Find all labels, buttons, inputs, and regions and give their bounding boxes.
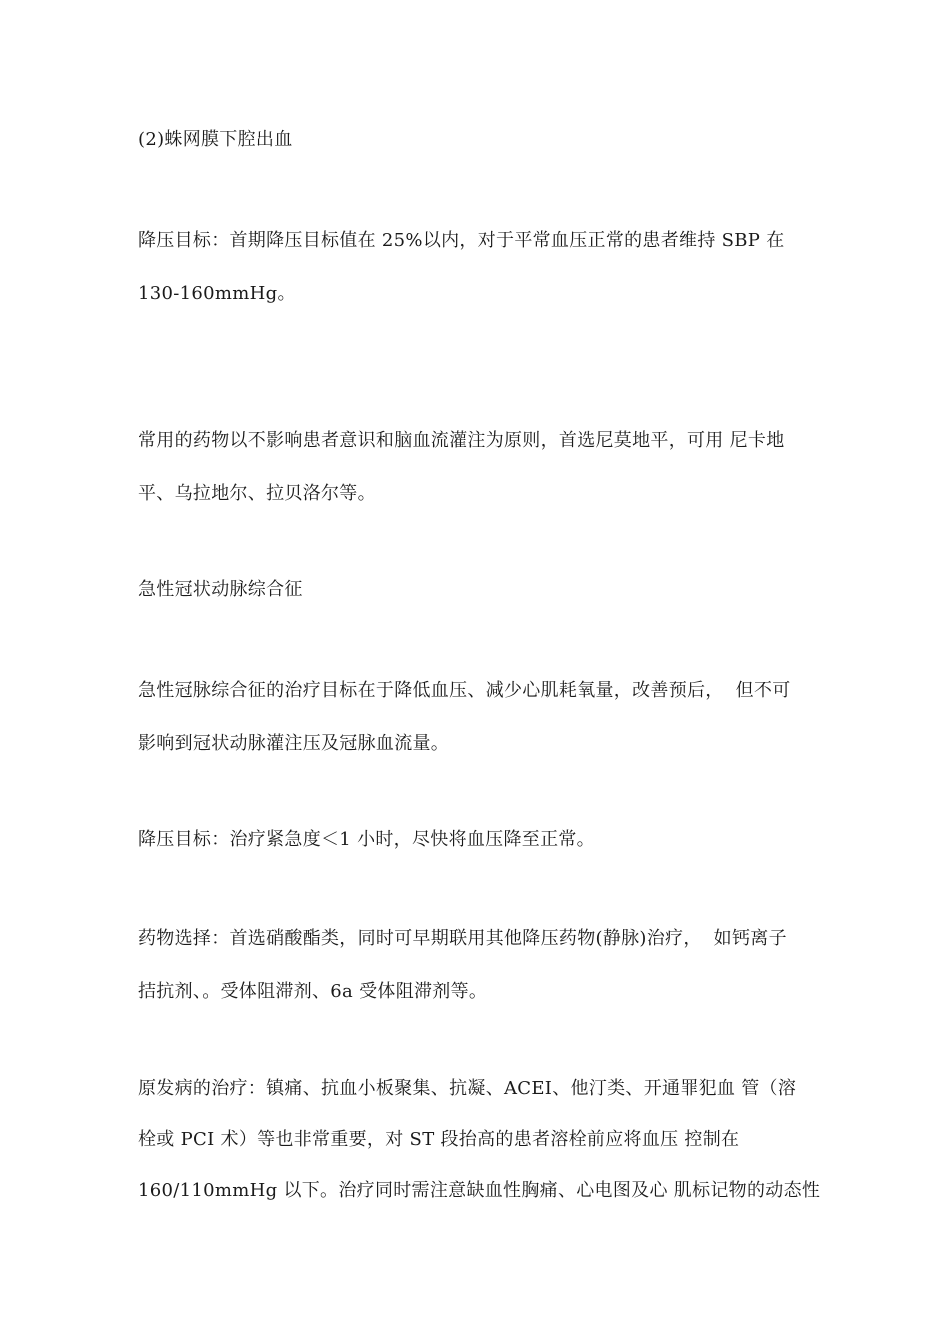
acs-primary-line-2: 栓或 PCI 术）等也非常重要，对 ST 段抬高的患者溶栓前应将血压 控制在 [138, 1129, 740, 1150]
section-heading-acs: 急性冠状动脉综合征 [138, 579, 303, 600]
sah-target-line-2: 130-160mmHg。 [138, 283, 296, 304]
acs-goal-line-2: 影响到冠状动脉灌注压及冠脉血流量。 [138, 733, 450, 754]
acs-goal-line-1: 急性冠脉综合征的治疗目标在于降低血压、减少心肌耗氧量，改善预后， 但不可 [138, 680, 791, 701]
sah-drugs-line-1: 常用的药物以不影响患者意识和脑血流灌注为原则，首选尼莫地平，可用 尼卡地 [138, 430, 785, 451]
acs-drug-line-1: 药物选择：首选硝酸酯类，同时可早期联用其他降压药物(静脉)治疗， 如钙离子 [138, 928, 787, 949]
acs-target-line: 降压目标：治疗紧急度＜1 小时，尽快将血压降至正常。 [138, 829, 595, 850]
section-heading-sah: (2)蛛网膜下腔出血 [138, 129, 293, 150]
sah-target-line-1: 降压目标：首期降压目标值在 25%以内，对于平常血压正常的患者维持 SBP 在 [138, 230, 785, 251]
acs-primary-line-1: 原发病的治疗：镇痛、抗血小板聚集、抗凝、ACEI、他汀类、开通罪犯血 管（溶 [138, 1078, 797, 1099]
acs-drug-line-2: 拮抗剂、。受体阻滞剂、6a 受体阻滞剂等。 [138, 981, 488, 1002]
sah-drugs-line-2: 平、乌拉地尔、拉贝洛尔等。 [138, 483, 376, 504]
acs-primary-line-3: 160/110mmHg 以下。治疗同时需注意缺血性胸痛、心电图及心 肌标记物的动态性 [138, 1180, 821, 1201]
